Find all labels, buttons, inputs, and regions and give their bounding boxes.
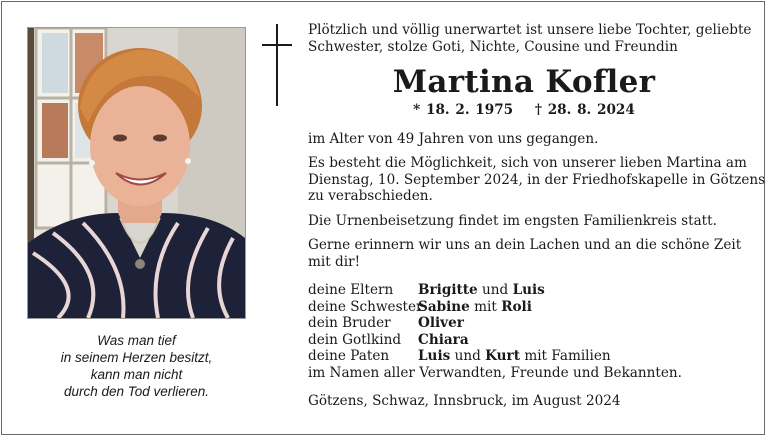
family-relation: dein Bruder	[308, 315, 391, 331]
memorial-quote	[27, 332, 246, 400]
family-conjunction: und	[454, 348, 481, 364]
family-name: Luis	[512, 282, 545, 298]
family-name: Kurt	[485, 348, 520, 364]
place-date: Götzens, Schwaz, Innsbruck, im August 2024	[308, 393, 621, 409]
farewell-line: zu verabschieden.	[308, 188, 433, 204]
relatives-line: im Namen aller Verwandten, Freunde und Bekannten.	[308, 364, 683, 381]
family-tail: mit Familien	[524, 348, 611, 364]
family-relation: deine Schwester	[308, 298, 423, 315]
family-row	[308, 348, 740, 365]
death-date: † 28. 8. 2024	[534, 102, 635, 118]
quote-line: Was man tief	[97, 333, 176, 348]
farewell-paragraph	[308, 155, 766, 205]
family-conjunction: mit	[474, 298, 497, 315]
quote-line: durch den Tod verlieren.	[63, 384, 210, 399]
family-relation: dein Gotlkind	[308, 331, 402, 348]
birth-date: * 18. 2. 1975	[413, 102, 514, 118]
quote-line: in seinem Herzen besitzt,	[60, 350, 213, 365]
portrait-photo	[27, 27, 246, 319]
intro-line: Schwester, stolze Goti, Nichte, Cousine und Freundin	[308, 38, 678, 55]
life-dates	[308, 102, 740, 119]
farewell-line: Es besteht die Möglichkeit, sich von unserer lieben Martina am	[308, 155, 747, 171]
family-name: Chiara	[418, 331, 469, 348]
memory-line: mit dir!	[308, 253, 361, 270]
memory-paragraph	[308, 237, 740, 270]
family-name: Brigitte	[418, 282, 478, 298]
family-name: Oliver	[418, 315, 464, 331]
cross-icon	[262, 24, 292, 110]
family-relation: deine Eltern	[308, 282, 394, 298]
family-name: Sabine	[418, 298, 470, 315]
family-row	[308, 299, 740, 316]
family-relation: deine Paten	[308, 348, 390, 364]
age-line: im Alter von 49 Jahren von uns gegangen.	[308, 130, 599, 147]
obituary-text	[308, 22, 766, 410]
family-row	[308, 332, 740, 349]
intro-line: Plötzlich und völlig unerwartet ist unsere liebe Tochter, geliebte	[308, 22, 752, 38]
family-row	[308, 315, 740, 332]
family-row	[308, 282, 740, 299]
family-conjunction: und	[482, 282, 509, 298]
family-name: Luis	[418, 348, 451, 364]
urn-line: Die Urnenbeisetzung findet im engsten Familienkreis statt.	[308, 212, 717, 229]
memory-line: Gerne erinnern wir uns an dein Lachen und an die schöne Zeit	[308, 237, 742, 253]
family-name: Roli	[501, 298, 532, 315]
deceased-name: Martina Kofler	[392, 64, 656, 100]
quote-line: kann man nicht	[90, 367, 183, 382]
farewell-line: Dienstag, 10. September 2024, in der Friedhofskapelle in Götzens	[308, 171, 766, 188]
family-list	[308, 282, 740, 381]
